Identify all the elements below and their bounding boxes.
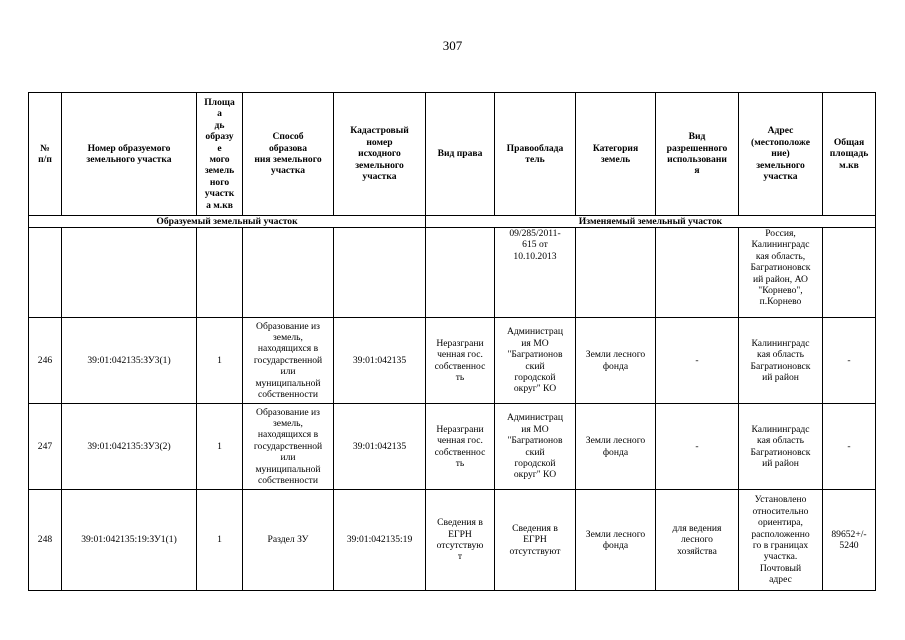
cell-category: Земли лесного фонда [576, 318, 656, 404]
header-permitted-use: Вид разрешенного использовани я [656, 93, 739, 216]
cell-holder: Сведения в ЕГРН отсутствуют [495, 490, 576, 591]
cell-right-type: Неразграни ченная гос. собственнос ть [426, 318, 495, 404]
cell-category [576, 228, 656, 318]
cell-plot-number: 39:01:042135:19:ЗУ1(1) [62, 490, 197, 591]
cell-category: Земли лесного фонда [576, 490, 656, 591]
cell-area: 1 [197, 404, 243, 490]
section-changed: Изменяемый земельный участок [426, 216, 876, 228]
cell-total-area [823, 228, 876, 318]
table-row [29, 228, 876, 318]
cell-right-type: Неразграни ченная гос. собственнос ть [426, 404, 495, 490]
cell-holder: Администрац ия МО "Багратионов ский городской округ" КО [495, 404, 576, 490]
cell-num: 248 [29, 490, 62, 591]
cell-plot-number [62, 228, 197, 318]
cell-cadastral: 39:01:042135 [334, 404, 426, 490]
page-number: 307 [442, 38, 463, 53]
cell-method: Раздел ЗУ [243, 490, 334, 591]
cell-category: Земли лесного фонда [576, 404, 656, 490]
land-plots-table [28, 92, 876, 591]
cell-permitted-use: - [656, 404, 739, 490]
cell-cadastral: 39:01:042135:19 [334, 490, 426, 591]
cell-permitted-use [656, 228, 739, 318]
cell-permitted-use: для ведения лесного хозяйства [656, 490, 739, 591]
cell-address: Россия, Калининградс кая область, Багратионовск ий район, АО "Корнево", п.Корнево [739, 228, 823, 318]
cell-permitted-use: - [656, 318, 739, 404]
cell-holder: 09/285/2011- 615 от 10.10.2013 [495, 228, 576, 318]
table-row [29, 490, 876, 591]
header-cadastral: Кадастровый номер исходного земельного участка [334, 93, 426, 216]
cell-address: Калининградс кая область Багратионовск ий район [739, 404, 823, 490]
header-address: Адрес (местоположе ние) земельного участка [739, 93, 823, 216]
table-row [29, 404, 876, 490]
cell-right-type [426, 228, 495, 318]
cell-method: Образование из земель, находящихся в государственной или муниципальной собственности [243, 318, 334, 404]
cell-address: Калининградс кая область Багратионовск ий район [739, 318, 823, 404]
section-row [29, 216, 876, 228]
cell-total-area: - [823, 318, 876, 404]
cell-plot-number: 39:01:042135:ЗУ3(2) [62, 404, 197, 490]
cell-method: Образование из земель, находящихся в государственной или муниципальной собственности [243, 404, 334, 490]
header-holder: Правооблада тель [495, 93, 576, 216]
cell-area [197, 228, 243, 318]
header-area-formed: Площа а дь образу е мого земель ного участк а м.кв [197, 93, 243, 216]
header-total-area: Общая площадь м.кв [823, 93, 876, 216]
cell-plot-number: 39:01:042135:ЗУ3(1) [62, 318, 197, 404]
header-method: Способ образова ния земельного участка [243, 93, 334, 216]
cell-total-area: 89652+/- 5240 [823, 490, 876, 591]
cell-num: 247 [29, 404, 62, 490]
cell-area: 1 [197, 490, 243, 591]
header-row [29, 93, 876, 216]
header-right-type: Вид права [426, 93, 495, 216]
cell-area: 1 [197, 318, 243, 404]
header-category: Категория земель [576, 93, 656, 216]
cell-right-type: Сведения в ЕГРН отсутствую т [426, 490, 495, 591]
cell-num: 246 [29, 318, 62, 404]
cell-num [29, 228, 62, 318]
cell-cadastral: 39:01:042135 [334, 318, 426, 404]
header-plot-number: Номер образуемого земельного участка [62, 93, 197, 216]
cell-total-area: - [823, 404, 876, 490]
cell-method [243, 228, 334, 318]
section-formed: Образуемый земельный участок [29, 216, 426, 228]
cell-address: Установлено относительно ориентира, расположенно го в границах участка. Почтовый адрес [739, 490, 823, 591]
cell-cadastral [334, 228, 426, 318]
table-row [29, 318, 876, 404]
header-num: № п/п [29, 93, 62, 216]
cell-holder: Администрац ия МО "Багратионов ский городской округ" КО [495, 318, 576, 404]
